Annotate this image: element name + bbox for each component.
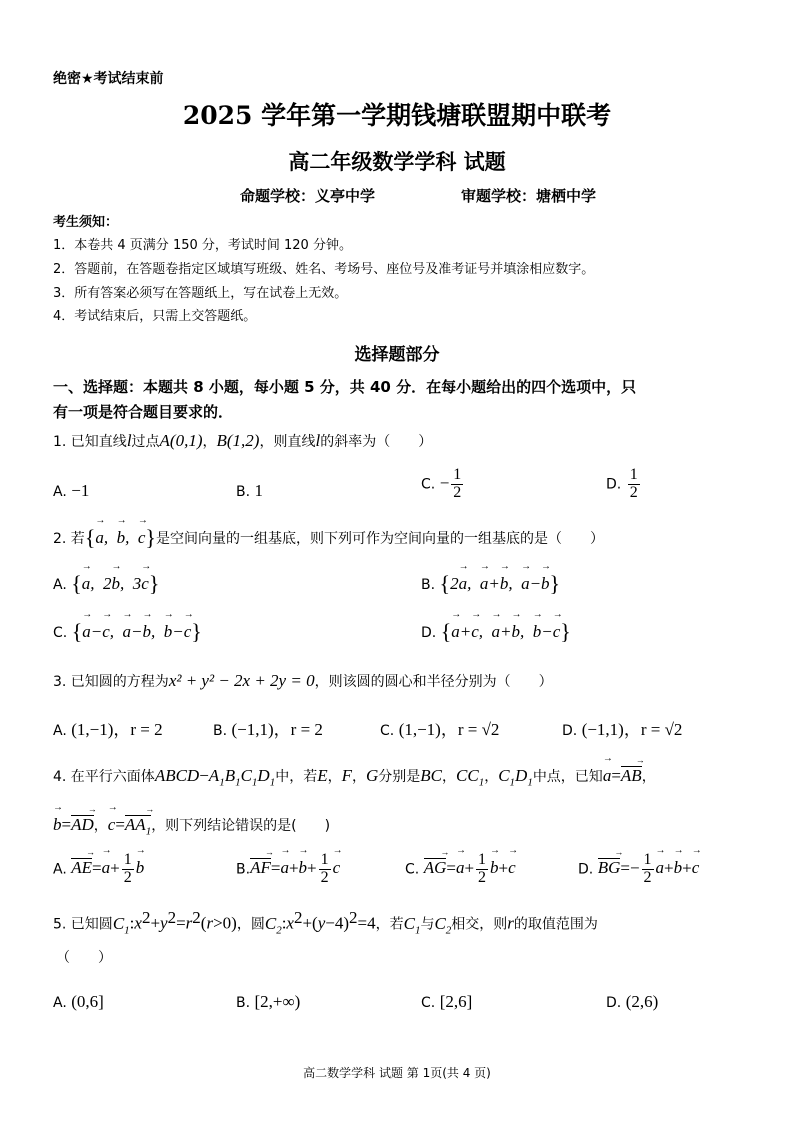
notice-item: 4．考试结束后，只需上交答题纸。 [53, 309, 257, 324]
section-instruction: 有一项是符合题目要求的． [53, 403, 234, 421]
question-5-stem: 5. 已知圆$C_1:x^2+y^2=r^2(r>0)$，圆$C_2:x^2+(y-4)^2=4$，若$C_1$与$C_2$相交，则r的取值范围为 [53, 908, 598, 937]
notice-item: 2．答题前，在答题卷指定区域填写班级、姓名、考场号、座位号及准考证号并填涂相应数字。 [53, 262, 595, 277]
question-2-option-a: A. {→ a, 2→ b, 3→ c} [53, 573, 159, 596]
question-5-option-a: A. (0,6] [53, 992, 104, 1011]
question-4-option-a: A. AE →=→ a+ $\frac{1}{2}$ → b [53, 852, 144, 887]
question-1-option-d: D. $\frac{1}{2}$ [606, 466, 638, 501]
exam-subtitle: 高二年级数学学科 试题 [288, 149, 506, 174]
proposer-school: 命题学校：义亭中学 [240, 187, 376, 205]
question-3-option-c: C. (1,−1)，r = √2 [380, 720, 500, 739]
notice-item: 3．所有答案必须写在答题纸上，写在试卷上无效。 [53, 286, 348, 301]
notice-title: 考生须知： [53, 215, 119, 230]
question-5-option-c: C. [2,6] [421, 992, 473, 1011]
page-footer: 高二数学学科 试题 第 1页(共 4 页) [303, 1066, 491, 1080]
question-2-option-b: B. {2→ a, → a+→ b, → a−→ b} [421, 573, 560, 596]
section-title: 选择题部分 [354, 345, 440, 365]
question-3-option-a: A. (1,−1)，r = 2 [53, 720, 163, 739]
question-1-option-c: C. − $\frac{1}{2}$ [421, 466, 462, 501]
question-2-option-c: C. {→ a−→ c, → a−→ b, → b−→ c} [53, 621, 202, 644]
question-4-option-b: B.AF →=→ a+→ b+ $\frac{1}{2}$ → c [236, 852, 340, 887]
question-1-stem: 1. 已知直线l过点A(0,1)，B(1,2)，则直线l的斜率为（ ） [53, 431, 433, 450]
question-2-option-d: D. {→ a+→ c, → a+→ b, → b−→ c} [421, 621, 571, 644]
question-4-option-c: C. AG →=→ a+ $\frac{1}{2}$ → b+→ c [405, 852, 516, 887]
question-5-option-b: B. [2,+∞) [236, 992, 301, 1011]
question-4-stem-line1: 4. 在平行六面体$ABCD-A_1B_1C_1D_1$中，若E，F，G分别是BC，$CC_1$，$C_1D_1$中点，已知→ a=AB →， [53, 765, 656, 793]
reviewer-school: 审题学校：塘栖中学 [461, 187, 597, 205]
question-5-answer-paren: （ ） [56, 950, 112, 966]
question-4-stem-line2: → b=AD →，→ $c=AA_1$ →，则下列结论错误的是( ) [53, 814, 330, 842]
notice-item: 1．本卷共 4 页满分 150 分，考试时间 120 分钟。 [53, 238, 352, 253]
question-3-stem: 3. 已知圆的方程为x² + y² − 2x + 2y = 0，则该圆的圆心和半径分别为（ ） [53, 671, 553, 690]
question-4-option-d: D. BG →=− $\frac{1}{2}$ → a+→ b+→ c [578, 852, 699, 887]
question-1-option-a: A. −1 [53, 481, 90, 500]
question-3-option-b: B. (−1,1)，r = 2 [213, 720, 323, 739]
confidential-label: 绝密★考试结束前 [53, 71, 164, 87]
question-5-option-d: D. (2,6) [606, 992, 659, 1011]
exam-title: 2025 学年第一学期钱塘联盟期中联考 [182, 101, 612, 130]
question-3-option-d: D. (−1,1)，r = √2 [562, 720, 683, 739]
question-2-stem: 2. 若{→ a, → b, → c}是空间向量的一组基底，则下列可作为空间向量的一组基底的是（ ） [53, 527, 604, 550]
question-1-option-b: B. 1 [236, 481, 264, 500]
section-instruction: 一、选择题：本题共 8 小题，每小题 5 分，共 40 分．在每小题给出的四个选项中，只 [53, 378, 637, 396]
